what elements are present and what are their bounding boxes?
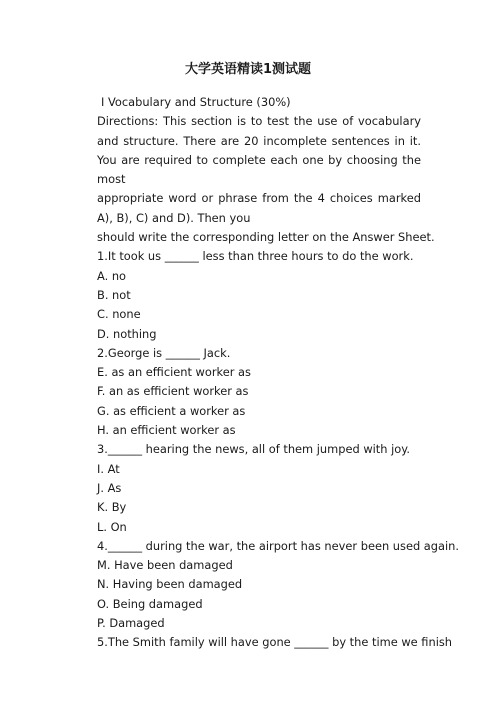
question-5-stem: 5.The Smith family will have gone ______ by the time we finish	[97, 635, 453, 650]
question-2-option-g: G. as efficient a worker as	[97, 403, 246, 418]
question-3-option-l: L. On	[97, 519, 127, 534]
question-3-option-k: K. By	[97, 500, 127, 515]
question-1-option-d: D. nothing	[97, 326, 157, 341]
question-2-option-h: H. an efficient worker as	[97, 423, 236, 438]
question-4-stem: 4.______ during the war, the airport has never been used again.	[97, 538, 460, 553]
question-3-option-j: J. As	[97, 480, 122, 495]
question-1-option-a: A. no	[97, 268, 127, 283]
section-heading: I Vocabulary and Structure (30%)	[101, 95, 291, 109]
question-4-option-p: P. Damaged	[97, 616, 165, 631]
question-1-option-c: C. none	[97, 307, 141, 322]
document-body	[75, 93, 460, 653]
question-3-stem: 3.______ hearing the news, all of them jumped with joy.	[97, 442, 410, 457]
question-4-option-n: N. Having been damaged	[97, 577, 243, 592]
document-title: 大学英语精读1测试题	[184, 62, 312, 77]
question-1-option-b: B. not	[97, 287, 131, 302]
directions-end: should write the corresponding letter on the Answer Sheet.	[97, 230, 435, 245]
question-3-option-i: I. At	[97, 461, 120, 476]
directions-paragraph: Directions: This section is to test the use of vocabulary and structure. There are 20 incomplete sentences in it. You are required to complete each one by choosing the most	[97, 114, 421, 187]
question-1-stem: 1.It took us ______ less than three hours to do the work.	[97, 249, 414, 264]
question-4-option-m: M. Have been damaged	[97, 558, 233, 573]
directions-continuation: appropriate word or phrase from the 4 choices marked A), B), C) and D). Then you	[97, 191, 421, 225]
question-2-option-e: E. as an efficient worker as	[97, 365, 251, 380]
question-2-stem: 2.George is ______ Jack.	[97, 345, 231, 360]
question-2-option-f: F. an as efficient worker as	[97, 384, 249, 399]
question-4-option-o: O. Being damaged	[97, 596, 203, 611]
